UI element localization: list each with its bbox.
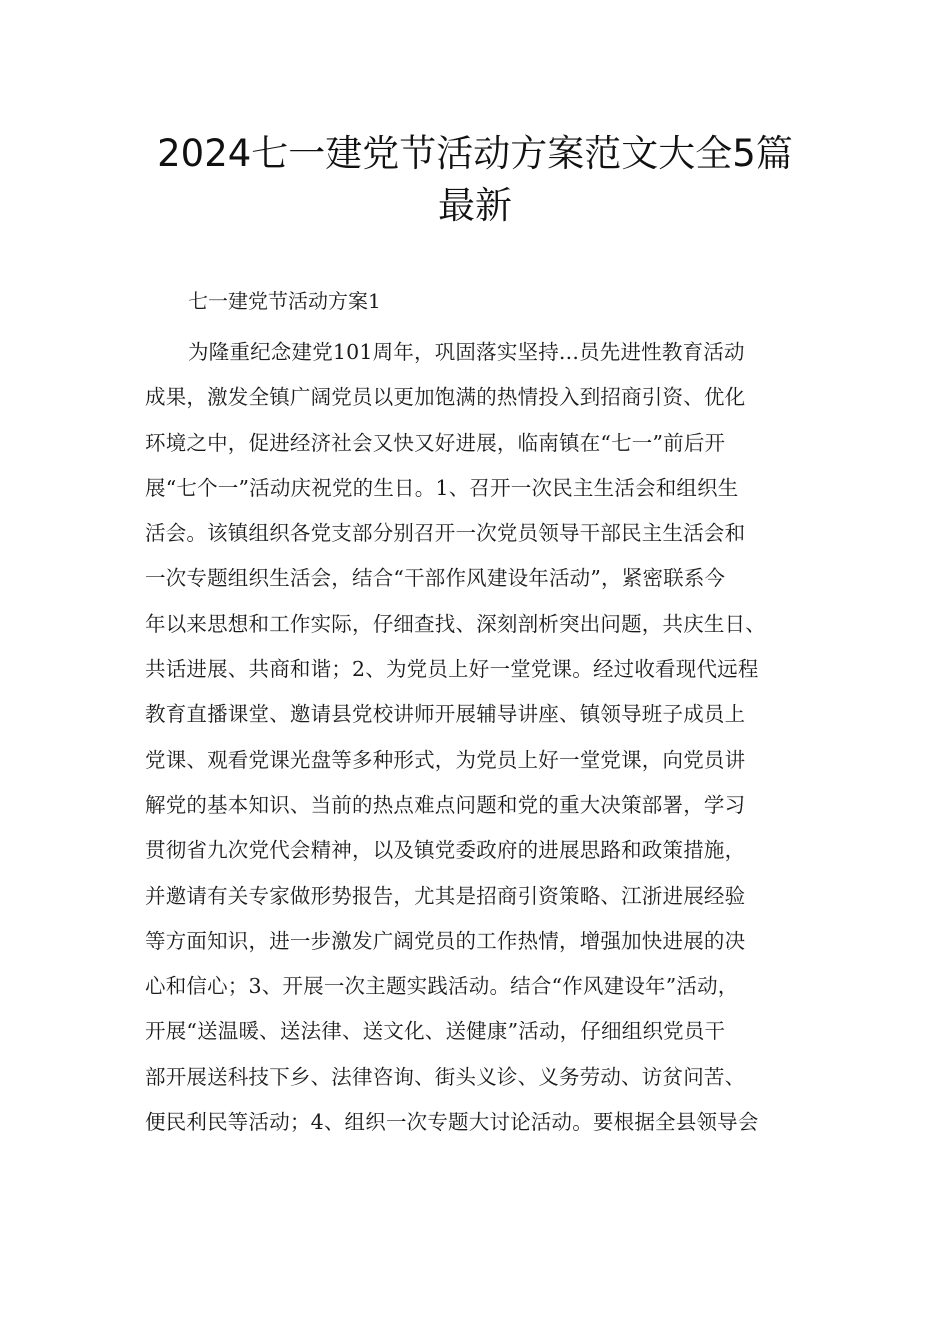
paragraph-line: 开展“送温暖、送法律、送文化、送健康”活动，仔细组织党员干 bbox=[145, 1019, 726, 1044]
paragraph-line: 等方面知识，进一步激发广阔党员的工作热情，增强加快进展的决 bbox=[145, 928, 746, 953]
paragraph-line: 年以来思想和工作实际，仔细查找、深刻剖析突出问题，共庆生日、 bbox=[145, 611, 766, 636]
paragraph-line: 教育直播课堂、邀请县党校讲师开展辅导讲座、镇领导班子成员上 bbox=[145, 702, 746, 727]
paragraph-line: 并邀请有关专家做形势报告，尤其是招商引资策略、江浙进展经验 bbox=[145, 883, 746, 908]
paragraph-line: 共话进展、共商和谐；2、为党员上好一堂党课。经过收看现代远程 bbox=[145, 657, 759, 682]
paragraph-line: 一次专题组织生活会，结合“干部作风建设年活动”，紧密联系今 bbox=[145, 566, 726, 591]
paragraph-line: 心和信心；3、开展一次主题实践活动。结合“作风建设年”活动， bbox=[145, 974, 739, 999]
paragraph-line: 成果，激发全镇广阔党员以更加饱满的热情投入到招商引资、优化 bbox=[145, 385, 746, 410]
paragraph-line: 环境之中，促进经济社会又快又好进展，临南镇在“七一”前后开 bbox=[145, 430, 726, 455]
section-heading: 七一建党节活动方案1 bbox=[188, 289, 381, 313]
document-title bbox=[0, 128, 950, 232]
paragraph-line: 贯彻省九次党代会精神，以及镇党委政府的进展思路和政策措施， bbox=[145, 838, 746, 863]
paragraph-line: 活会。该镇组织各党支部分别召开一次党员领导干部民主生活会和 bbox=[145, 521, 746, 546]
paragraph-line: 为隆重纪念建党101周年，巩固落实坚持...员先进性教育活动 bbox=[188, 340, 745, 364]
paragraph-line: 解党的基本知识、当前的热点难点问题和党的重大决策部署，学习 bbox=[145, 792, 746, 817]
paragraph-line: 展“七个一”活动庆祝党的生日。1、召开一次民主生活会和组织生 bbox=[145, 475, 739, 500]
document-title-line-2: 最新 bbox=[438, 184, 512, 227]
body-paragraph bbox=[145, 337, 825, 1152]
paragraph-line: 便民利民等活动；4、组织一次专题大讨论活动。要根据全县领导会 bbox=[145, 1110, 759, 1135]
paragraph-line: 党课、观看党课光盘等多种形式，为党员上好一堂党课，向党员讲 bbox=[145, 747, 746, 772]
document-title-line-1: 2024七一建党节活动方案范文大全5篇 bbox=[157, 132, 793, 175]
paragraph-line: 部开展送科技下乡、法律咨询、街头义诊、义务劳动、访贫问苦、 bbox=[145, 1064, 746, 1089]
